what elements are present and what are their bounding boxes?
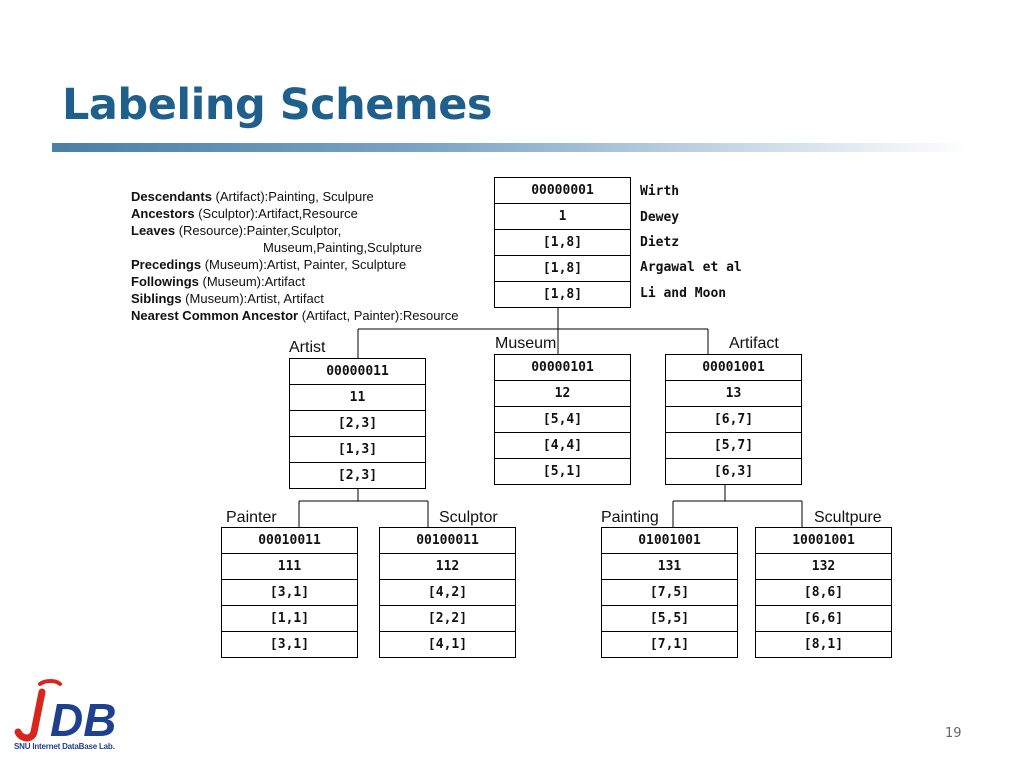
sculpture-dietz-cell: [8,6] bbox=[756, 580, 891, 606]
museum-limoon-cell: [5,1] bbox=[542, 464, 583, 479]
museum-dewey-cell: 12 bbox=[495, 381, 630, 407]
painter-dietz-cell: [3,1] bbox=[222, 580, 357, 606]
legend-line-descendants: Descendants (Artifact):Painting, Sculpure bbox=[131, 189, 374, 204]
painting-wirth-cell: 01001001 bbox=[602, 528, 737, 554]
legend-line-followings: Followings (Museum):Artifact bbox=[131, 274, 306, 289]
legend-line-ancestors: Ancestors (Sculptor):Artifact,Resource bbox=[131, 206, 358, 221]
painting-limoon-cell: [7,1] bbox=[649, 637, 690, 652]
root-limoon-cell: [1,8] bbox=[542, 287, 583, 302]
painter-argawal-cell: [1,1] bbox=[222, 606, 357, 632]
node-artist bbox=[289, 358, 426, 489]
painter-wirth-cell: 00010011 bbox=[222, 528, 357, 554]
sculptor-dewey-cell: 112 bbox=[380, 554, 515, 580]
legend-line-leaves-cont: Museum,Painting,Sculpture bbox=[263, 240, 422, 255]
node-label-painter: Painter bbox=[226, 509, 277, 526]
scheme-label-limoon: Li and Moon bbox=[640, 286, 727, 301]
scheme-label-dietz: Dietz bbox=[640, 235, 680, 250]
artist-dietz-cell: [2,3] bbox=[290, 411, 425, 437]
sculpture-argawal-cell: [6,6] bbox=[756, 606, 891, 632]
root-argawal-cell: [1,8] bbox=[495, 256, 630, 282]
legend-line-leaves: Leaves (Resource):Painter,Sculptor, bbox=[131, 223, 342, 238]
logo-caption: SNU Internet DataBase Lab. bbox=[14, 742, 115, 751]
node-painting bbox=[601, 527, 738, 658]
node-sculpture bbox=[755, 527, 892, 658]
legend-line-siblings: Siblings (Museum):Artist, Artifact bbox=[131, 291, 324, 306]
painter-dewey-cell: 111 bbox=[222, 554, 357, 580]
node-label-sculpture: Scultpure bbox=[814, 509, 882, 526]
sculptor-argawal-cell: [2,2] bbox=[380, 606, 515, 632]
node-label-museum: Museum bbox=[495, 335, 557, 352]
artist-wirth-cell: 00000011 bbox=[290, 359, 425, 385]
node-label-painting: Painting bbox=[601, 509, 659, 526]
artist-argawal-cell: [1,3] bbox=[290, 437, 425, 463]
sculptor-limoon-cell: [4,1] bbox=[427, 637, 468, 652]
page-number: 19 bbox=[945, 726, 962, 741]
sculptor-dietz-cell: [4,2] bbox=[380, 580, 515, 606]
museum-argawal-cell: [4,4] bbox=[495, 433, 630, 459]
sculpture-limoon-cell: [8,1] bbox=[803, 637, 844, 652]
node-root bbox=[494, 177, 631, 308]
painting-dewey-cell: 131 bbox=[602, 554, 737, 580]
node-label-sculptor: Sculptor bbox=[439, 509, 498, 526]
legend-line-nca: Nearest Common Ancestor (Artifact, Painter):Resource bbox=[131, 308, 459, 323]
node-museum bbox=[494, 354, 631, 485]
root-dewey-cell: 1 bbox=[495, 204, 630, 230]
node-sculptor bbox=[379, 527, 516, 658]
painting-dietz-cell: [7,5] bbox=[602, 580, 737, 606]
node-label-artifact: Artifact bbox=[729, 335, 779, 352]
museum-wirth-cell: 00000101 bbox=[495, 355, 630, 381]
root-dietz-cell: [1,8] bbox=[495, 230, 630, 256]
painting-argawal-cell: [5,5] bbox=[602, 606, 737, 632]
node-label-artist: Artist bbox=[289, 339, 326, 356]
sculpture-wirth-cell: 10001001 bbox=[756, 528, 891, 554]
root-wirth-cell: 00000001 bbox=[495, 178, 630, 204]
museum-dietz-cell: [5,4] bbox=[495, 407, 630, 433]
legend-line-precedings: Precedings (Museum):Artist, Painter, Sculpture bbox=[131, 257, 407, 272]
scheme-label-dewey: Dewey bbox=[640, 210, 680, 225]
artifact-dietz-cell: [6,7] bbox=[666, 407, 801, 433]
artifact-wirth-cell: 00001001 bbox=[666, 355, 801, 381]
slide-title: Labeling Schemes bbox=[62, 80, 492, 130]
artifact-argawal-cell: [5,7] bbox=[666, 433, 801, 459]
sculptor-wirth-cell: 00100011 bbox=[380, 528, 515, 554]
node-painter bbox=[221, 527, 358, 658]
artist-dewey-cell: 11 bbox=[290, 385, 425, 411]
artist-limoon-cell: [2,3] bbox=[337, 468, 378, 483]
artifact-dewey-cell: 13 bbox=[666, 381, 801, 407]
painter-limoon-cell: [3,1] bbox=[269, 637, 310, 652]
node-artifact bbox=[665, 354, 802, 485]
artifact-limoon-cell: [6,3] bbox=[713, 464, 754, 479]
sculpture-dewey-cell: 132 bbox=[756, 554, 891, 580]
logo-text: DB bbox=[50, 694, 117, 746]
scheme-label-wirth: Wirth bbox=[640, 184, 680, 199]
scheme-label-argawal: Argawal et al bbox=[640, 260, 742, 275]
